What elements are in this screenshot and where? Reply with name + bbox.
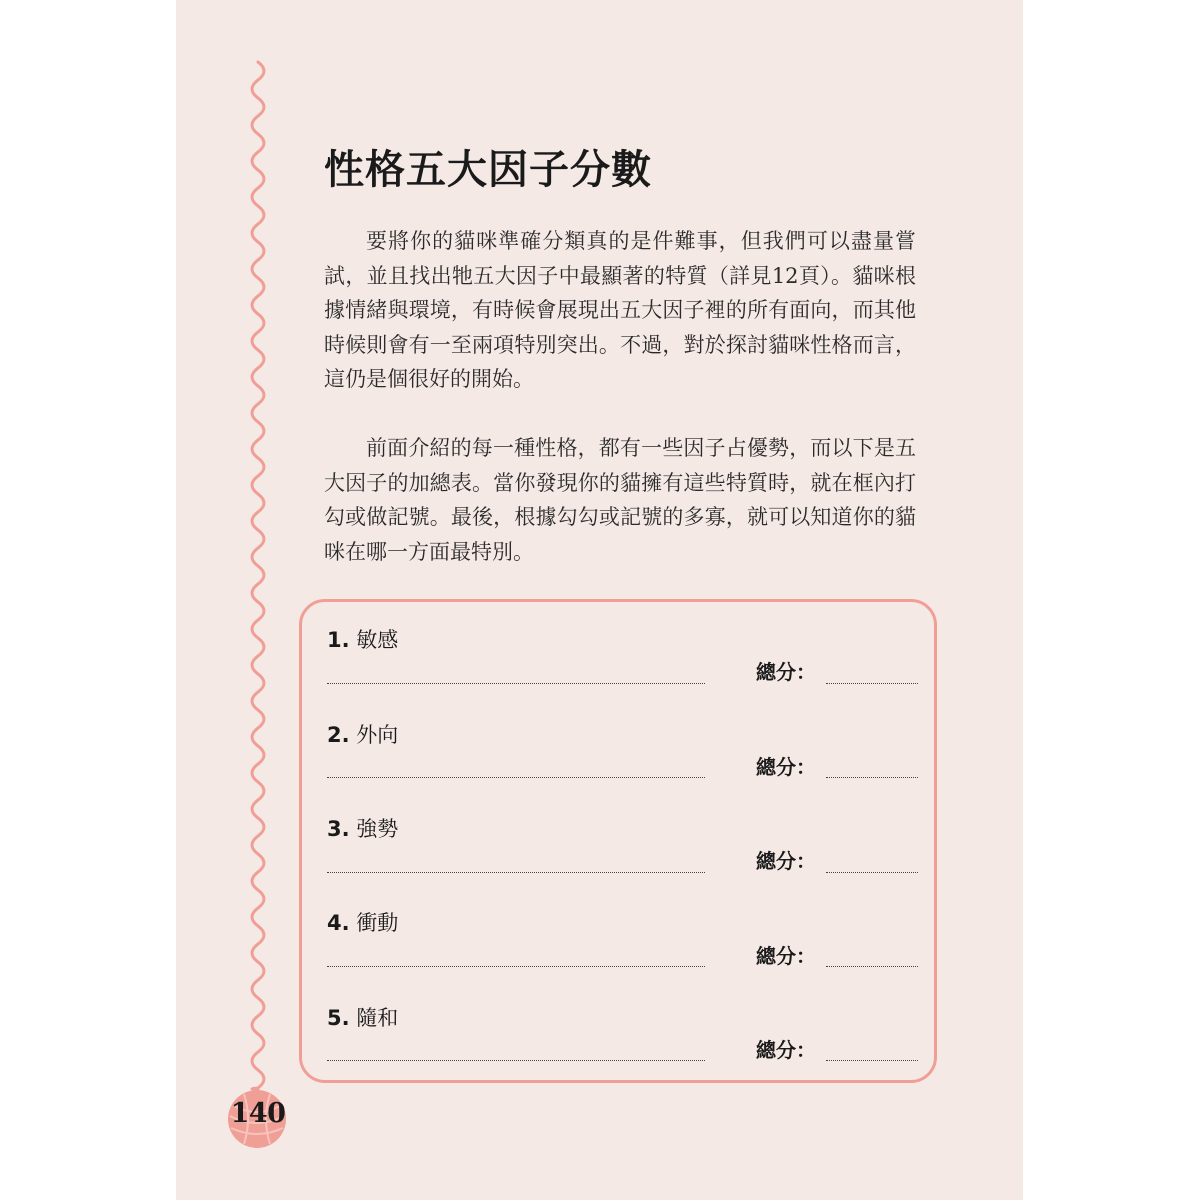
- factor-name: 強勢: [356, 817, 399, 841]
- factor-number: 1.: [327, 628, 350, 652]
- factor-number: 4.: [327, 911, 350, 935]
- intro-paragraph-1: 要將你的貓咪準確分類真的是件難事，但我們可以盡量嘗試，並且找出牠五大因子中最顯著的特質（詳見12頁）。貓咪根據情緒與環境，有時候會展現出五大因子裡的所有面向，而其他時候則會有一至兩項特別突出。不過，對於探討貓咪性格而言，這仍是個很好的開始。: [324, 229, 916, 391]
- factor-2-score-field[interactable]: [826, 777, 918, 778]
- factor-3-score-field[interactable]: [826, 872, 918, 873]
- factor-4-score-label: 總分：: [756, 944, 816, 968]
- factor-5-score-label: 總分：: [756, 1038, 816, 1062]
- page-title: 性格五大因子分數: [324, 146, 652, 193]
- factor-1-label: [327, 624, 398, 654]
- intro-paragraph-2: 前面介紹的每一種性格，都有一些因子占優勢，而以下是五大因子的加總表。當你發現你的貓擁有這些特質時，就在框內打勾或做記號。最後，根據勾勾或記號的多寡，就可以知道你的貓咪在哪一方面最特別。: [324, 436, 916, 564]
- factor-number: 2.: [327, 723, 350, 747]
- factor-3-label: [327, 813, 398, 843]
- factor-1-score-field[interactable]: [826, 683, 918, 684]
- factor-4-checklist-line[interactable]: [327, 966, 705, 967]
- page-number: 140: [230, 1098, 286, 1129]
- factor-2-score-label: 總分：: [756, 755, 816, 779]
- factor-1-checklist-line[interactable]: [327, 683, 705, 684]
- factor-1-score-label: 總分：: [756, 660, 816, 684]
- factor-4-score-field[interactable]: [826, 966, 918, 967]
- factor-name: 敏感: [356, 628, 399, 652]
- factor-number: 5.: [327, 1006, 350, 1030]
- factor-number: 3.: [327, 817, 350, 841]
- factor-name: 衝動: [356, 911, 399, 935]
- factor-name: 外向: [356, 723, 399, 747]
- factor-4-label: [327, 907, 398, 937]
- factor-5-label: [327, 1002, 398, 1032]
- factor-2-checklist-line[interactable]: [327, 777, 705, 778]
- factor-5-score-field[interactable]: [826, 1060, 918, 1061]
- factor-3-checklist-line[interactable]: [327, 872, 705, 873]
- factor-3-score-label: 總分：: [756, 849, 816, 873]
- factor-2-label: [327, 719, 398, 749]
- factor-name: 隨和: [356, 1006, 399, 1030]
- factor-5-checklist-line[interactable]: [327, 1060, 705, 1061]
